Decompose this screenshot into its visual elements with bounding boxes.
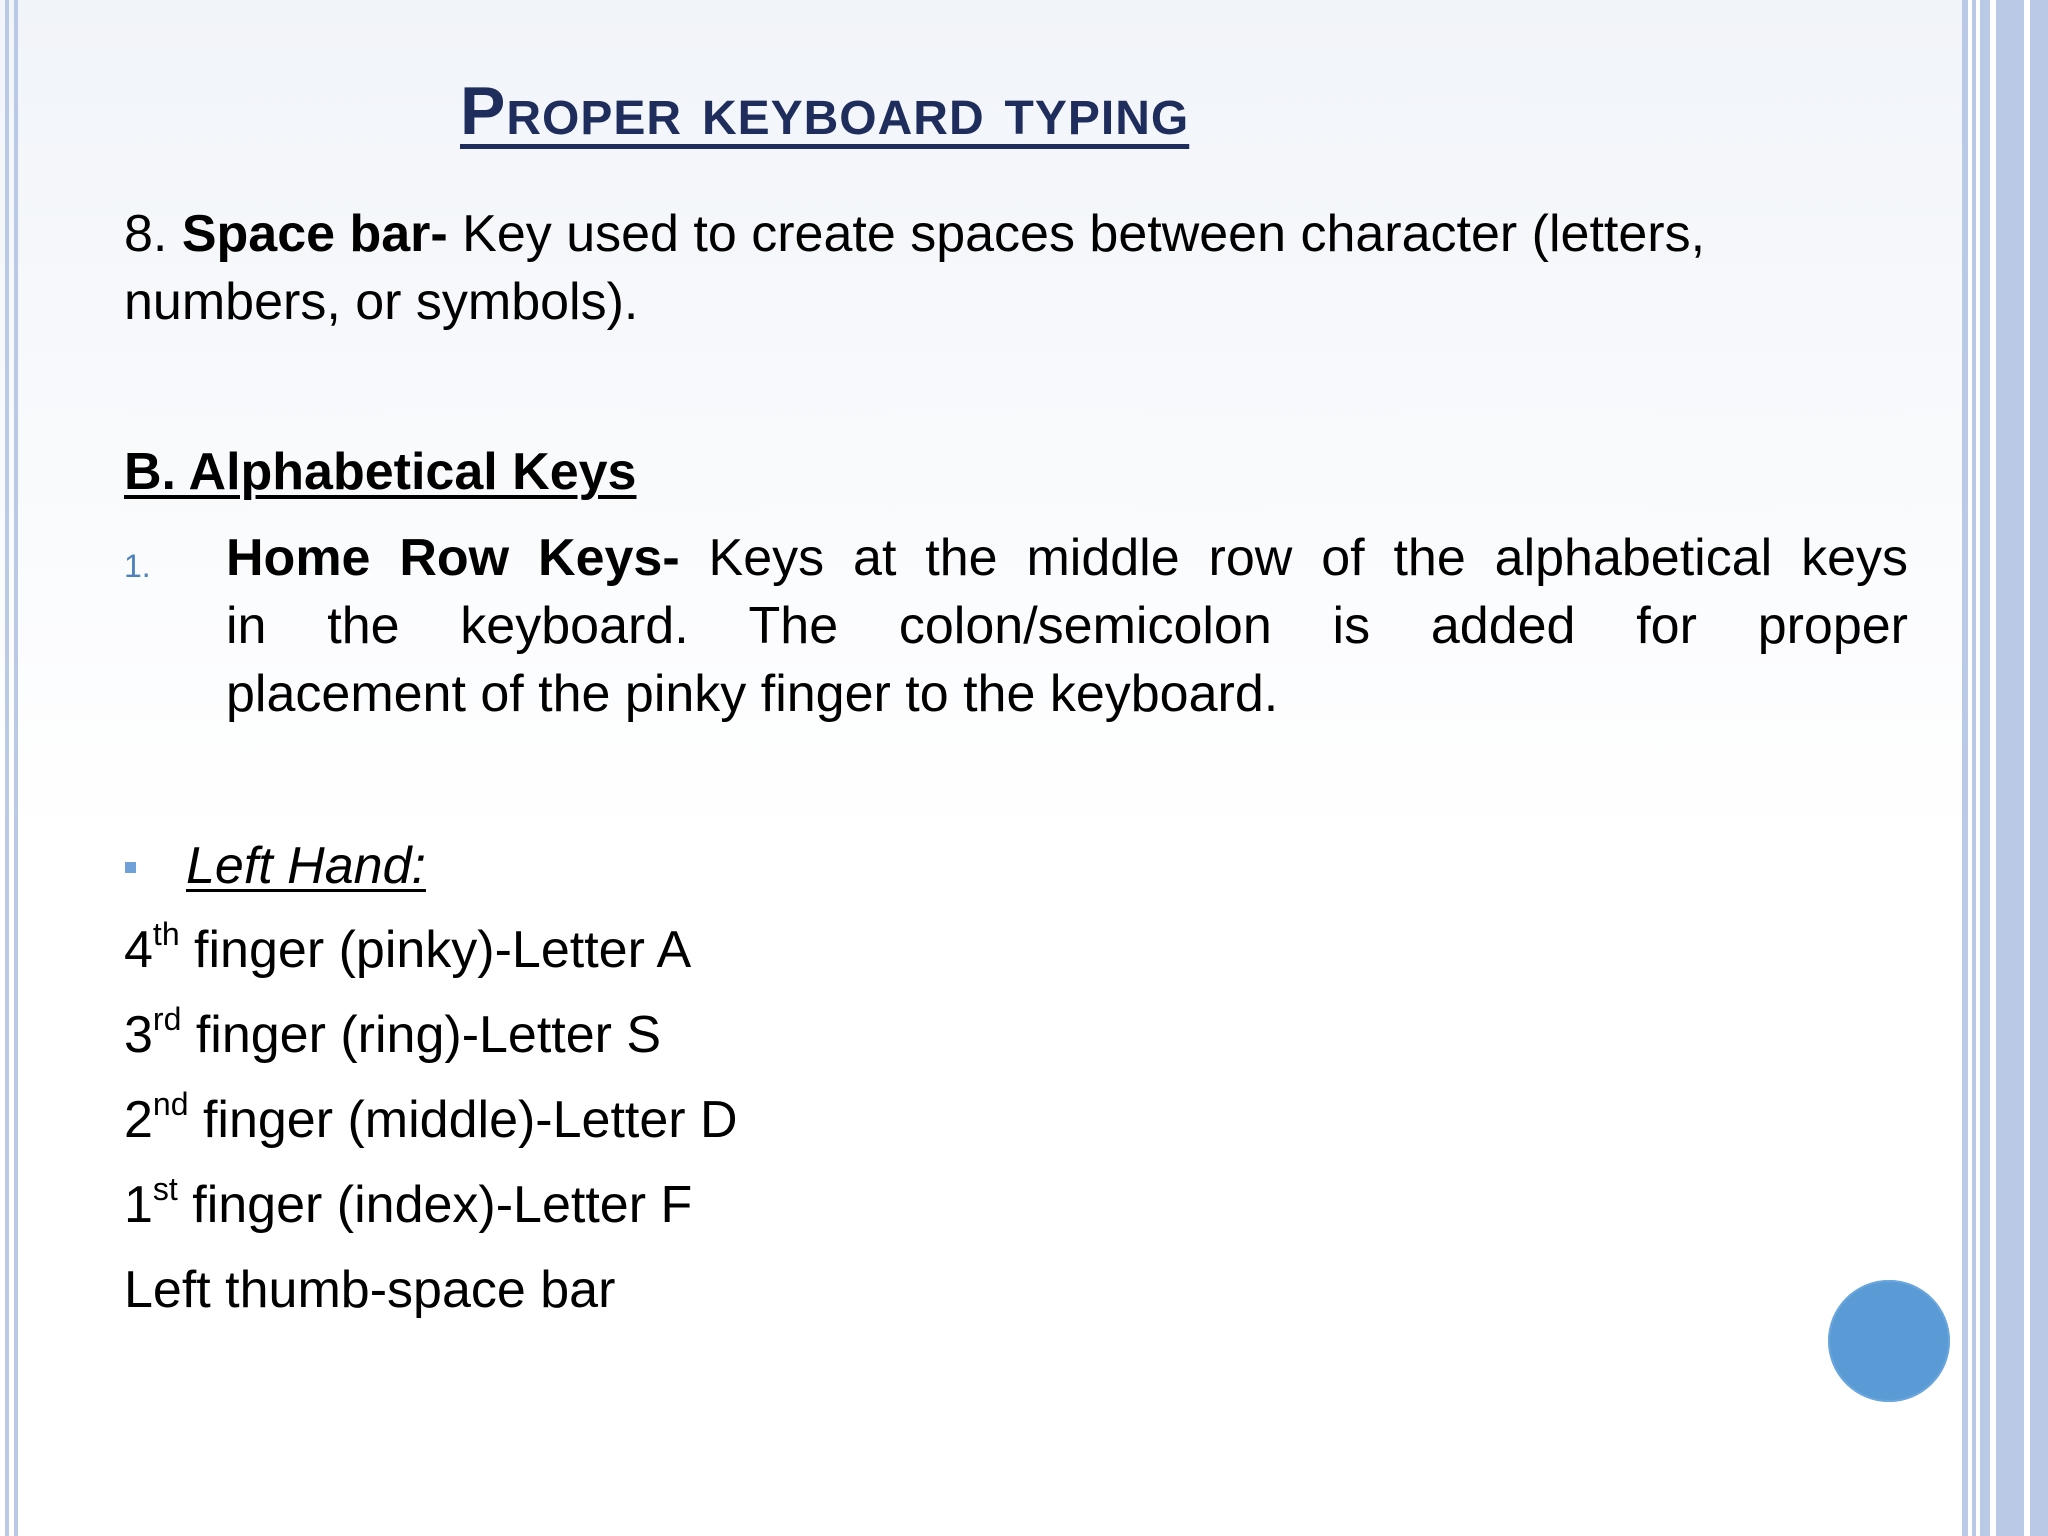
finger-line-middle (124, 1086, 738, 1154)
left-border-line (5, 0, 9, 1536)
home-row-line-1-rest: Keys at the middle row of the alphabetical keys (679, 529, 1909, 587)
finger-line-index (124, 1171, 692, 1239)
finger-text: finger (pinky)-Letter A (179, 921, 692, 979)
decorative-circle (1828, 1280, 1950, 1402)
home-row-line-1 (226, 524, 1908, 592)
space-bar-description: Key used to create spaces between character (letters, (447, 205, 1706, 263)
right-stripe (1996, 0, 2024, 1536)
space-bar-line-2: numbers, or symbols). (124, 273, 639, 331)
home-row-line-2: in the keyboard. The colon/semicolon is added for proper (226, 597, 1908, 655)
left-border-line (14, 0, 18, 1536)
list-number: 1. (124, 548, 151, 584)
finger-number: 2 (124, 1091, 153, 1149)
finger-text: finger (ring)-Letter S (181, 1006, 662, 1064)
left-hand-label: Left Hand: (186, 837, 426, 895)
finger-number: 1 (124, 1176, 153, 1234)
finger-text: finger (index)-Letter F (177, 1176, 693, 1234)
finger-number: 4 (124, 921, 153, 979)
finger-ordinal: st (152, 1171, 178, 1207)
finger-text: finger (middle)-Letter D (188, 1091, 738, 1149)
finger-ordinal: rd (152, 1001, 182, 1037)
section-b-heading: B. Alphabetical Keys (124, 443, 637, 501)
finger-line-ring (124, 1001, 661, 1069)
home-row-line-3: placement of the pinky finger to the keyboard. (226, 665, 1279, 723)
item-number: 8. (124, 205, 182, 263)
space-bar-paragraph (124, 200, 1924, 336)
right-stripe (1980, 0, 1990, 1536)
square-bullet-icon (125, 862, 136, 873)
right-stripe (2030, 0, 2048, 1536)
finger-ordinal: nd (152, 1086, 189, 1122)
finger-line-pinky (124, 916, 691, 984)
right-stripe (1962, 0, 1968, 1536)
space-bar-line-1 (124, 200, 1924, 268)
finger-line-thumb: Left thumb-space bar (124, 1261, 616, 1319)
home-row-keys-term: Home Row Keys- (226, 529, 680, 587)
home-row-keys-item (226, 524, 1908, 728)
space-bar-term: Space bar- (181, 205, 448, 263)
slide-title: Proper keyboard typing (460, 73, 1190, 149)
finger-number: 3 (124, 1006, 153, 1064)
finger-ordinal: th (152, 916, 180, 952)
right-stripe (1972, 0, 1976, 1536)
